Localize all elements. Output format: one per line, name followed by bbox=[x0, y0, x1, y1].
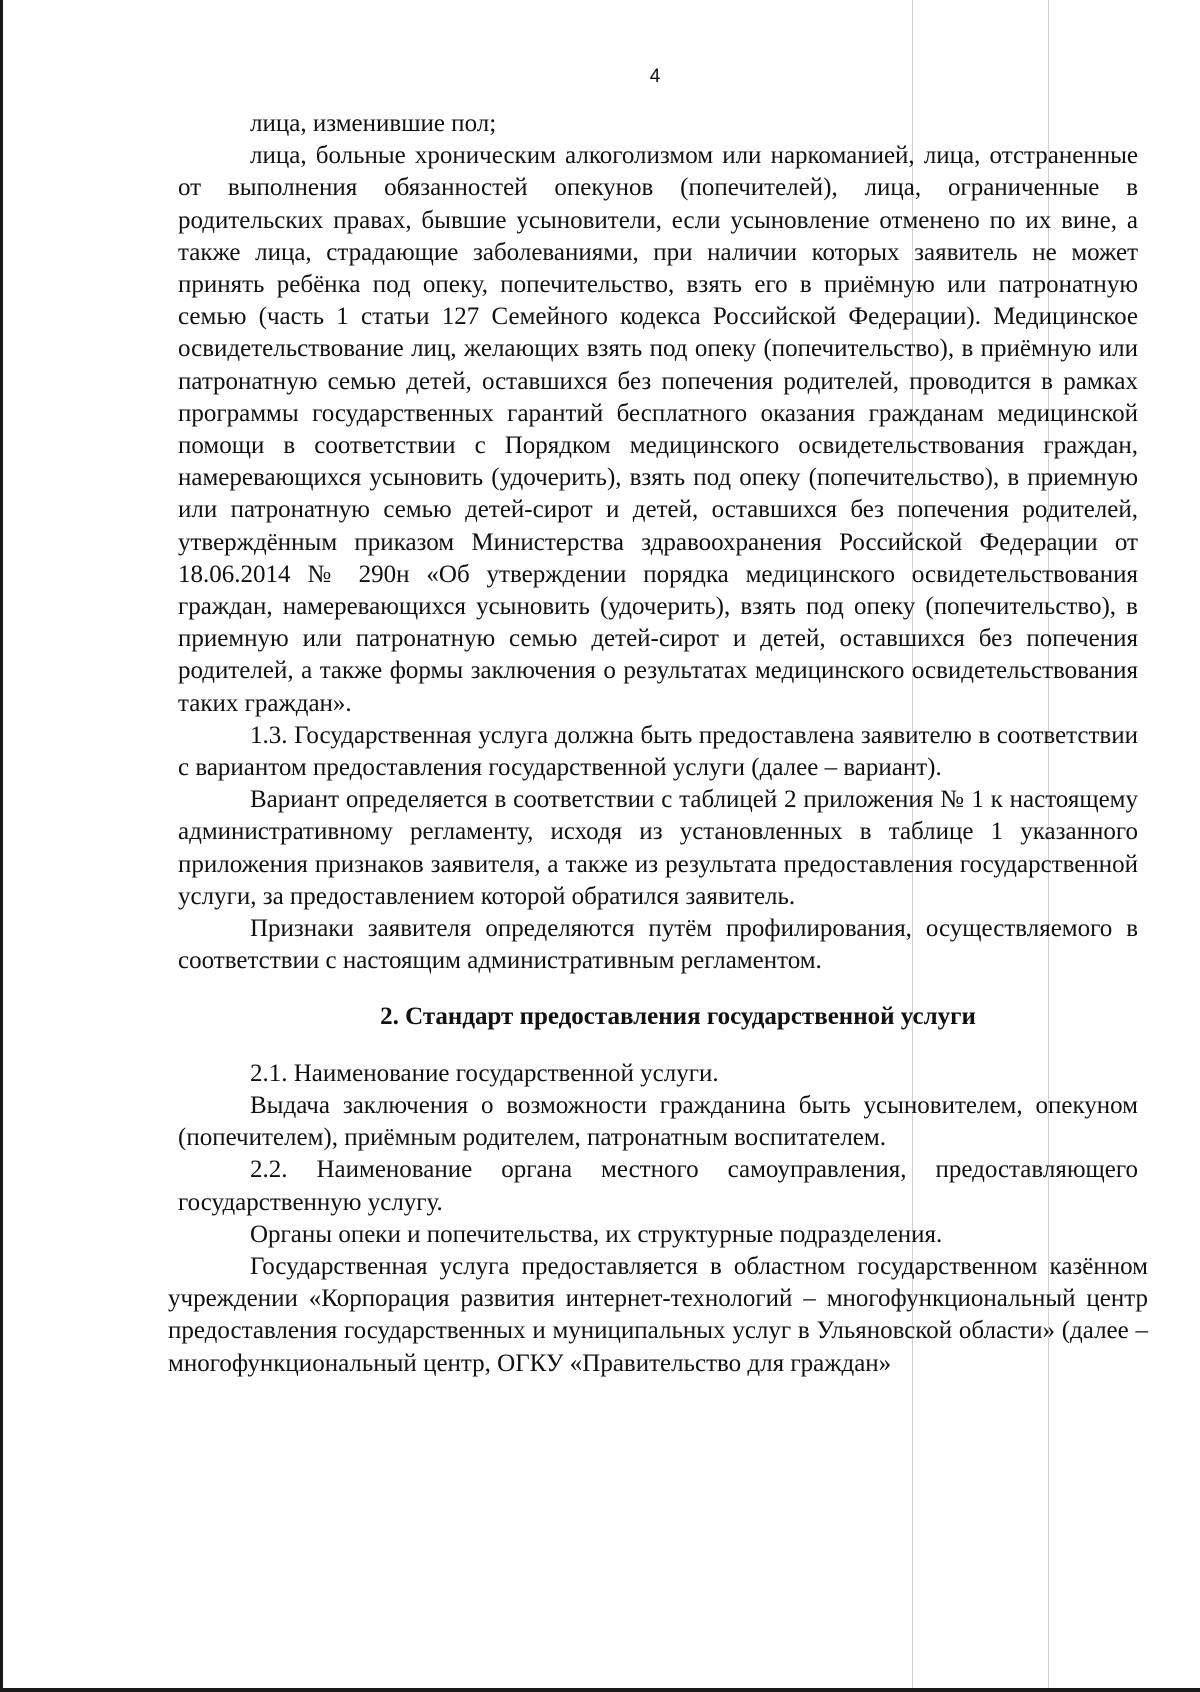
paragraph: Признаки заявителя определяются путём профилирования, осуществляемого в соответствии с настоящим административным регламентом. bbox=[178, 915, 1138, 975]
document-body bbox=[168, 108, 1148, 1380]
paragraph: Органы опеки и попечительства, их структурные подразделения. bbox=[250, 1220, 943, 1248]
paragraph: 2.2. Наименование органа местного самоуправления, предоставляющего государственную услугу. bbox=[178, 1156, 1138, 1216]
paragraph: 2.1. Наименование государственной услуги. bbox=[250, 1059, 719, 1087]
section-heading: 2. Стандарт предоставления государственной услуги bbox=[380, 1003, 976, 1031]
page-number: 4 bbox=[649, 66, 661, 87]
paragraph: Вариант определяется в соответствии с таблицей 2 приложения № 1 к настоящему административному регламенту, исходя из установленных в таблице 1 указанного приложения признаков заявителя, а также из результата предоставления государственной услуги, за предоставлением которой обратился заявитель. bbox=[178, 786, 1138, 910]
paragraph: лица, изменившие пол; bbox=[250, 110, 497, 137]
paragraph: Выдача заключения о возможности гражданина быть усыновителем, опекуном (попечителем), приёмным родителем, патронатным воспитателем. bbox=[178, 1091, 1138, 1152]
paragraph: Государственная услуга предоставляется в областном государственном казённом учреждении «Корпорация развития интернет-технологий – многофункциональный центр предоставления государственных и муниципальных услуг в Ульяновской области» (далее – многофункциональный центр, ОГКУ «Правительство для граждан» bbox=[168, 1252, 1148, 1377]
paragraph: 1.3. Государственная услуга должна быть предоставлена заявителю в соответствии с вариантом предоставления государственной услуги (далее – вариант). bbox=[178, 721, 1138, 782]
paragraph: лица, больные хроническим алкоголизмом или наркоманией, лица, отстраненные от выполнения обязанностей опекунов (попечителей), лица, ограниченные в родительских правах, бывшие усыновители, если усыновление отменено по их вине, а также лица, страдающие заболеваниями, при наличии которых заявитель не может принять ребёнка под опеку, попечительство, взять его в приёмную или патронатную семью (часть 1 статьи 127 Семейного кодекса Российской Федерации). Медицинское освидетельствование лиц, желающих взять под опеку (попечительство), в приёмную или патронатную семью детей, оставшихся без попечения родителей, проводится в рамках программы государственных гарантий бесплатного оказания гражданам медицинской помощи в соответствии с Порядком медицинского освидетельствования граждан, намеревающихся усыновить (удочерить), взять под опеку (попечительство), в приемную или патронатную семью детей-сирот и детей, оставшихся без попечения родителей, утверждённым приказом Министерства здравоохранения Российской Федерации от 18.06.2014 № 290н «Об утверждении порядка медицинского освидетельствования граждан, намеревающихся усыновить (удочерить), взять под опеку (попечительство), в приемную или патронатную семью детей-сирот и детей, оставшихся без попечения родителей, а также формы заключения о результатах медицинского освидетельствования таких граждан». bbox=[178, 142, 1138, 717]
